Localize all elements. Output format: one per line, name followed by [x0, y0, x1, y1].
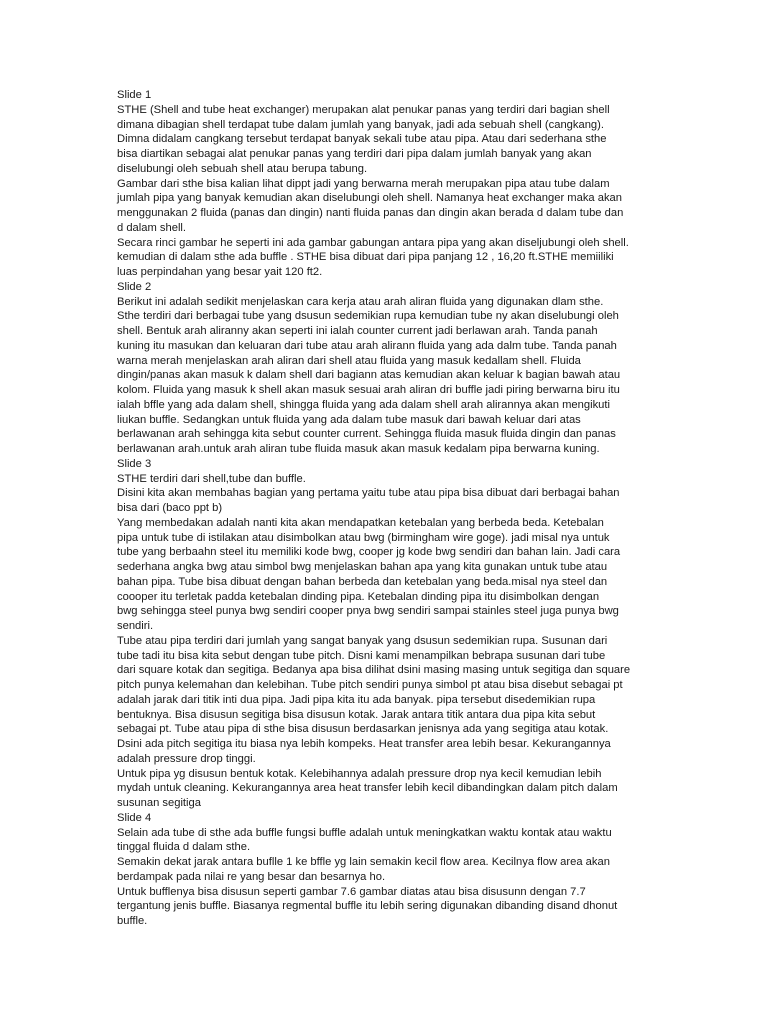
text-line: Disini kita akan membahas bagian yang pertama yaitu tube atau pipa bisa dibuat dari berbagai bahan — [117, 487, 620, 500]
text-line: bwg sehingga steel punya bwg sendiri cooper pnya bwg sendiri sampai stainles steel juga punya bwg — [117, 605, 619, 618]
text-line: Slide 4 — [117, 811, 152, 824]
text-line: Semakin dekat jarak antara buflle 1 ke bffle yg lain semakin kecil flow area. Kecilnya flow area akan — [117, 856, 610, 868]
text-line: warna merah menjelaskan arah aliran dari shell atau fluida yang masuk kedallam shell. Fluida — [117, 354, 581, 367]
text-line: luas perpindahan yang besar yait 120 ft2. — [117, 266, 323, 278]
text-line: Slide 2 — [117, 280, 152, 293]
text-line: Sthe terdiri dari berbagai tube yang dsusun sedemikian rupa kemudian tube ny akan diselubungi oleh — [117, 310, 619, 323]
text-line: tube yang berbaahn steel itu memiliki kode bwg, cooper jg kode bwg sendiri dan bahan lain. Jadi cara — [117, 546, 621, 559]
text-line: sederhana angka bwg atau simbol bwg menjelaskan bahan apa yang kita gunakan untuk tube atau — [117, 561, 608, 573]
text-line: STHE terdiri dari shell,tube dan buffle. — [117, 472, 306, 485]
text-line: kolom. Fluida yang masuk k shell akan masuk sesuai arah aliran dri buffle jadi piring berwarna biru itu — [117, 384, 620, 396]
text-line: susunan segitiga — [117, 797, 201, 809]
text-line: STHE (Shell and tube heat exchanger) merupakan alat penukar panas yang terdiri dari bagian shell — [117, 103, 610, 116]
text-line: ialah bffle yang ada dalam shell, shingga fluida yang ada dalam shell arah alirannya akan mengikuti — [117, 398, 610, 411]
text-line: menggunakan 2 fluida (panas dan dingin) nanti fluida panas dan dingin akan berada d dalam tube dan — [117, 207, 624, 219]
text-line: Yang membedakan adalah nanti kita akan mendapatkan ketebalan yang berbeda beda. Ketebalan — [117, 516, 604, 529]
text-line: pipa untuk tube di istilakan atau disimbolkan atau bwg (birmingham wire goge). jadi misal nya untuk — [117, 531, 610, 544]
text-line: dari square kotak dan segitiga. Bedanya apa bisa dilihat dsini masing masing untuk segitiga dan square — [117, 664, 631, 677]
text-line: mydah untuk cleaning. Kekurangannya area heat transfer lebih kecil dibandingkan dalam pitch dalam — [117, 782, 618, 795]
text-line: bahan pipa. Tube bisa dibuat dengan bahan berbeda dan ketebalan yang beda.misal nya steel dan — [117, 575, 608, 588]
text-line: buffle. — [117, 915, 148, 927]
text-line: sebagai pt. Tube atau pipa di sthe bisa disusun berdasarkan jenisnya ada yang segitiga atau kotak. — [117, 723, 609, 736]
text-line: tinggal fluida d dalam sthe. — [117, 841, 251, 854]
text-line: dingin/panas akan masuk k dalam shell dari bagiann atas kemudian akan keluar k bagian bawah atau — [117, 369, 621, 382]
text-line: Slide 1 — [117, 89, 152, 101]
text-line: tube tadi itu bisa kita sebut dengan tube pitch. Disni kami menampilkan bebrapa susunan dari tube — [117, 649, 606, 662]
text-line: Berikut ini adalah sedikit menjelaskan cara kerja atau arah aliran fluida yang digunakan dlam sthe. — [117, 295, 604, 308]
text-line: adalah jarak dari titik inti dua pipa. Jadi pipa kita itu ada banyak. pipa tersebut disedemikian rupa — [117, 693, 596, 706]
document-page — [117, 88, 659, 929]
text-line: Dsini ada pitch segitiga itu biasa nya lebih kompeks. Heat transfer area lebih besar. Kekurangannya — [117, 738, 611, 750]
text-line: liukan buffle. Sedangkan untuk fluida yang ada dalam tube masuk dari bawah keluar dari atas — [117, 413, 581, 426]
text-line: adalah pressure drop tinggi. — [117, 752, 256, 765]
text-line: bisa diartikan sebagai alat penukar panas yang terdiri dari pipa dalam jumlah banyak yang akan — [117, 148, 592, 160]
text-line: kemudian di dalam sthe ada buffle . STHE bisa dibuat dari pipa panjang 12 , 16,20 ft.STHE memiiliki — [117, 251, 614, 264]
text-line: Gambar dari sthe bisa kalian lihat dippt jadi yang berwarna merah merupakan pipa atau tube dalam — [117, 177, 610, 190]
text-line: diselubungi oleh sebuah shell atau berupa tabung. — [117, 162, 368, 175]
text-line: berlawanan arah.untuk arah aliran tube fluida masuk akan masuk kedalam pipa berwarna kuning. — [117, 443, 600, 455]
text-line: jumlah pipa yang banyak kemudian akan diselubungi oleh shell. Namanya heat exchanger maka akan — [117, 192, 623, 205]
text-line: dimana dibagian shell terdapat tube dalam jumlah yang banyak, jadi ada sebuah shell (cangkang). — [117, 118, 604, 131]
text-line: Selain ada tube di sthe ada buffle fungsi buffle adalah untuk meningkatkan waktu kontak atau waktu — [117, 826, 612, 839]
text-line: pitch punya kelemahan dan kelebihan. Tube pitch sendiri punya simbol pt atau bisa disebut sebagai pt — [117, 679, 623, 691]
text-line: tergantung jenis buffle. Biasanya regmental buffle itu lebih sering digunakan dibanding disand dhonut — [117, 900, 618, 913]
text-line: Untuk bufflenya bisa disusun seperti gambar 7.6 gambar diatas atau bisa disusunn dengan 7.7 — [117, 885, 586, 898]
text-line: Secara rinci gambar he seperti ini ada gambar gabungan antara pipa yang akan diseljubungi oleh shell. — [117, 236, 629, 249]
text-line: Tube atau pipa terdiri dari jumlah yang sangat banyak yang dsusun sedemikian rupa. Susunan dari — [117, 634, 608, 647]
text-line: Slide 3 — [117, 457, 152, 470]
text-line: bisa dari (baco ppt b) — [117, 502, 223, 514]
text-line: kuning itu masukan dan keluaran dari tube atau arah alirann fluida yang ada dalm tube. Tanda panah — [117, 339, 617, 352]
text-line: d dalam shell. — [117, 221, 187, 234]
text-line: Untuk pipa yg disusun bentuk kotak. Kelebihannya adalah pressure drop nya kecil kemudian lebih — [117, 767, 602, 780]
text-line: berdampak pada nilai re yang besar dan besarnya ho. — [117, 870, 386, 883]
text-line: Dimna didalam cangkang tersebut terdapat banyak sekali tube atau pipa. Atau dari sederhana sthe — [117, 133, 607, 146]
text-line: berlawanan arah sehingga kita sebut counter current. Sehingga fluida masuk fluida dingin dan panas — [117, 428, 616, 441]
text-line: shell. Bentuk arah aliranny akan seperti ini ialah counter current jadi berlawan arah. Tanda panah — [117, 325, 598, 337]
text-line: sendiri. — [117, 620, 154, 632]
text-line: coooper itu terletak padda ketebalan dinding pipa. Ketebalan dinding pipa itu disimbolkan dengan — [117, 590, 600, 603]
text-line: bentuknya. Bisa disusun segitiga bisa disusun kotak. Jarak antara titik antara dua pipa kita sebut — [117, 708, 596, 721]
